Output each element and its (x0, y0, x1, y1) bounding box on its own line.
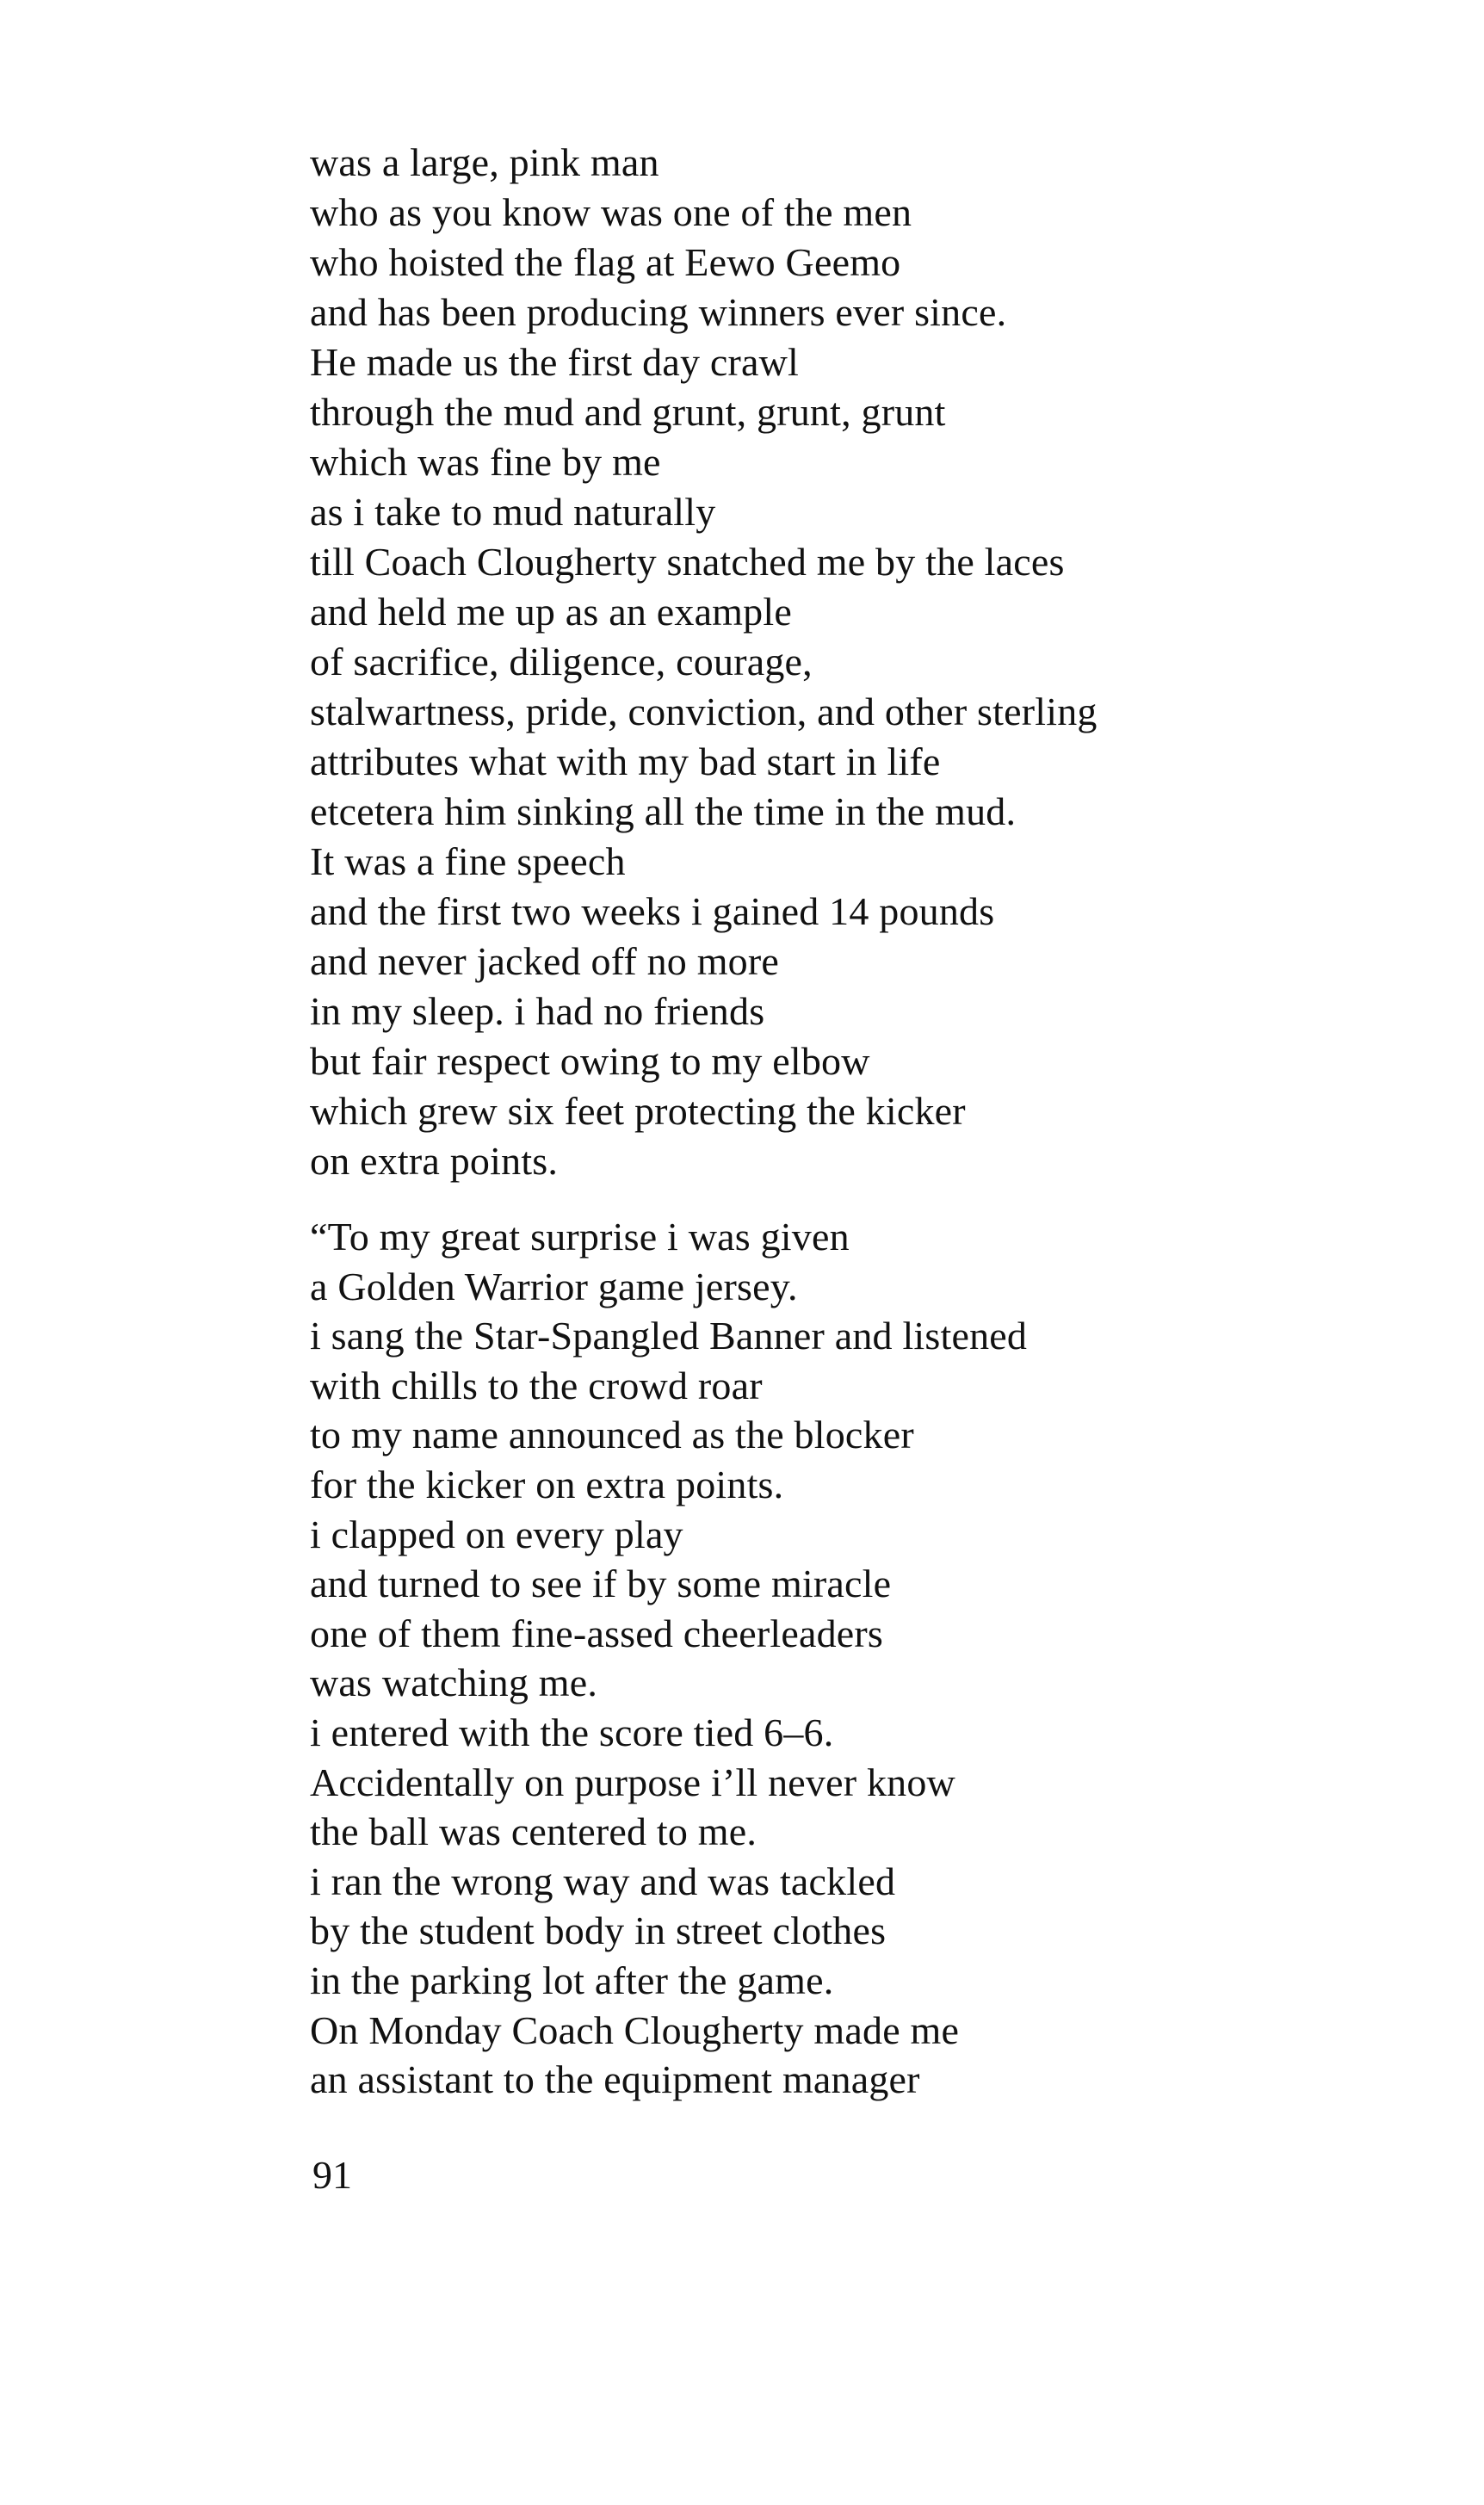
poem-line: It was a fine speech (310, 839, 626, 883)
poem-line: who as you know was one of the men (310, 190, 912, 234)
poem-line: to my name announced as the blocker (310, 1413, 914, 1457)
poem-line: attributes what with my bad start in life (310, 739, 941, 783)
poem-line: one of them fine-assed cheerleaders (310, 1611, 884, 1655)
stanza-2 (310, 1212, 1027, 2105)
poem-line: and turned to see if by some miracle (310, 1562, 892, 1606)
poem-line: Accidentally on purpose i’ll never know (310, 1760, 955, 1804)
poem-line: but fair respect owing to my elbow (310, 1039, 870, 1083)
poem-line: who hoisted the flag at Eewo Geemo (310, 240, 901, 284)
poem-line: and has been producing winners ever since. (310, 290, 1007, 334)
poem-line: and held me up as an example (310, 590, 792, 634)
poem-line: stalwartness, pride, conviction, and other sterling (310, 690, 1098, 733)
poem-line: of sacrifice, diligence, courage, (310, 640, 813, 683)
poem-line: as i take to mud naturally (310, 490, 716, 534)
poem-line: in the parking lot after the game. (310, 1958, 834, 2002)
poem-line: till Coach Clougherty snatched me by the laces (310, 540, 1065, 584)
poem-line: On Monday Coach Clougherty made me (310, 2007, 960, 2052)
poem-line: “To my great surprise i was given (310, 1215, 850, 1259)
poem-line: i entered with the score tied 6–6. (310, 1710, 834, 1754)
poem-line: and never jacked off no more (310, 939, 780, 983)
stanza-1 (310, 138, 1098, 1186)
poem-line: i sang the Star-Spangled Banner and listened (310, 1314, 1028, 1358)
poem-line: the ball was centered to me. (310, 1809, 757, 1854)
poem-line: was a large, pink man (310, 140, 659, 184)
poem-line: a Golden Warrior game jersey. (310, 1264, 798, 1308)
poem-line: an assistant to the equipment manager (310, 2057, 920, 2102)
poem-line: etcetera him sinking all the time in the mud. (310, 789, 1017, 833)
poem-line: in my sleep. i had no friends (310, 989, 765, 1033)
poem-line: i ran the wrong way and was tackled (310, 1859, 896, 1903)
poem-line: on extra points. (310, 1139, 559, 1183)
poem-line: with chills to the crowd roar (310, 1363, 763, 1407)
poem-line: and the first two weeks i gained 14 pounds (310, 889, 995, 933)
poem-line: which was fine by me (310, 440, 661, 484)
poem-line: He made us the first day crawl (310, 340, 800, 384)
poem-line: was watching me. (310, 1661, 598, 1705)
poem-line: i clapped on every play (310, 1512, 683, 1556)
poem-line: which grew six feet protecting the kicker (310, 1089, 966, 1133)
poem-line: through the mud and grunt, grunt, grunt (310, 390, 946, 434)
page-number: 91 (312, 2153, 352, 2197)
poem-line: by the student body in street clothes (310, 1908, 887, 1953)
poem-line: for the kicker on extra points. (310, 1462, 784, 1506)
